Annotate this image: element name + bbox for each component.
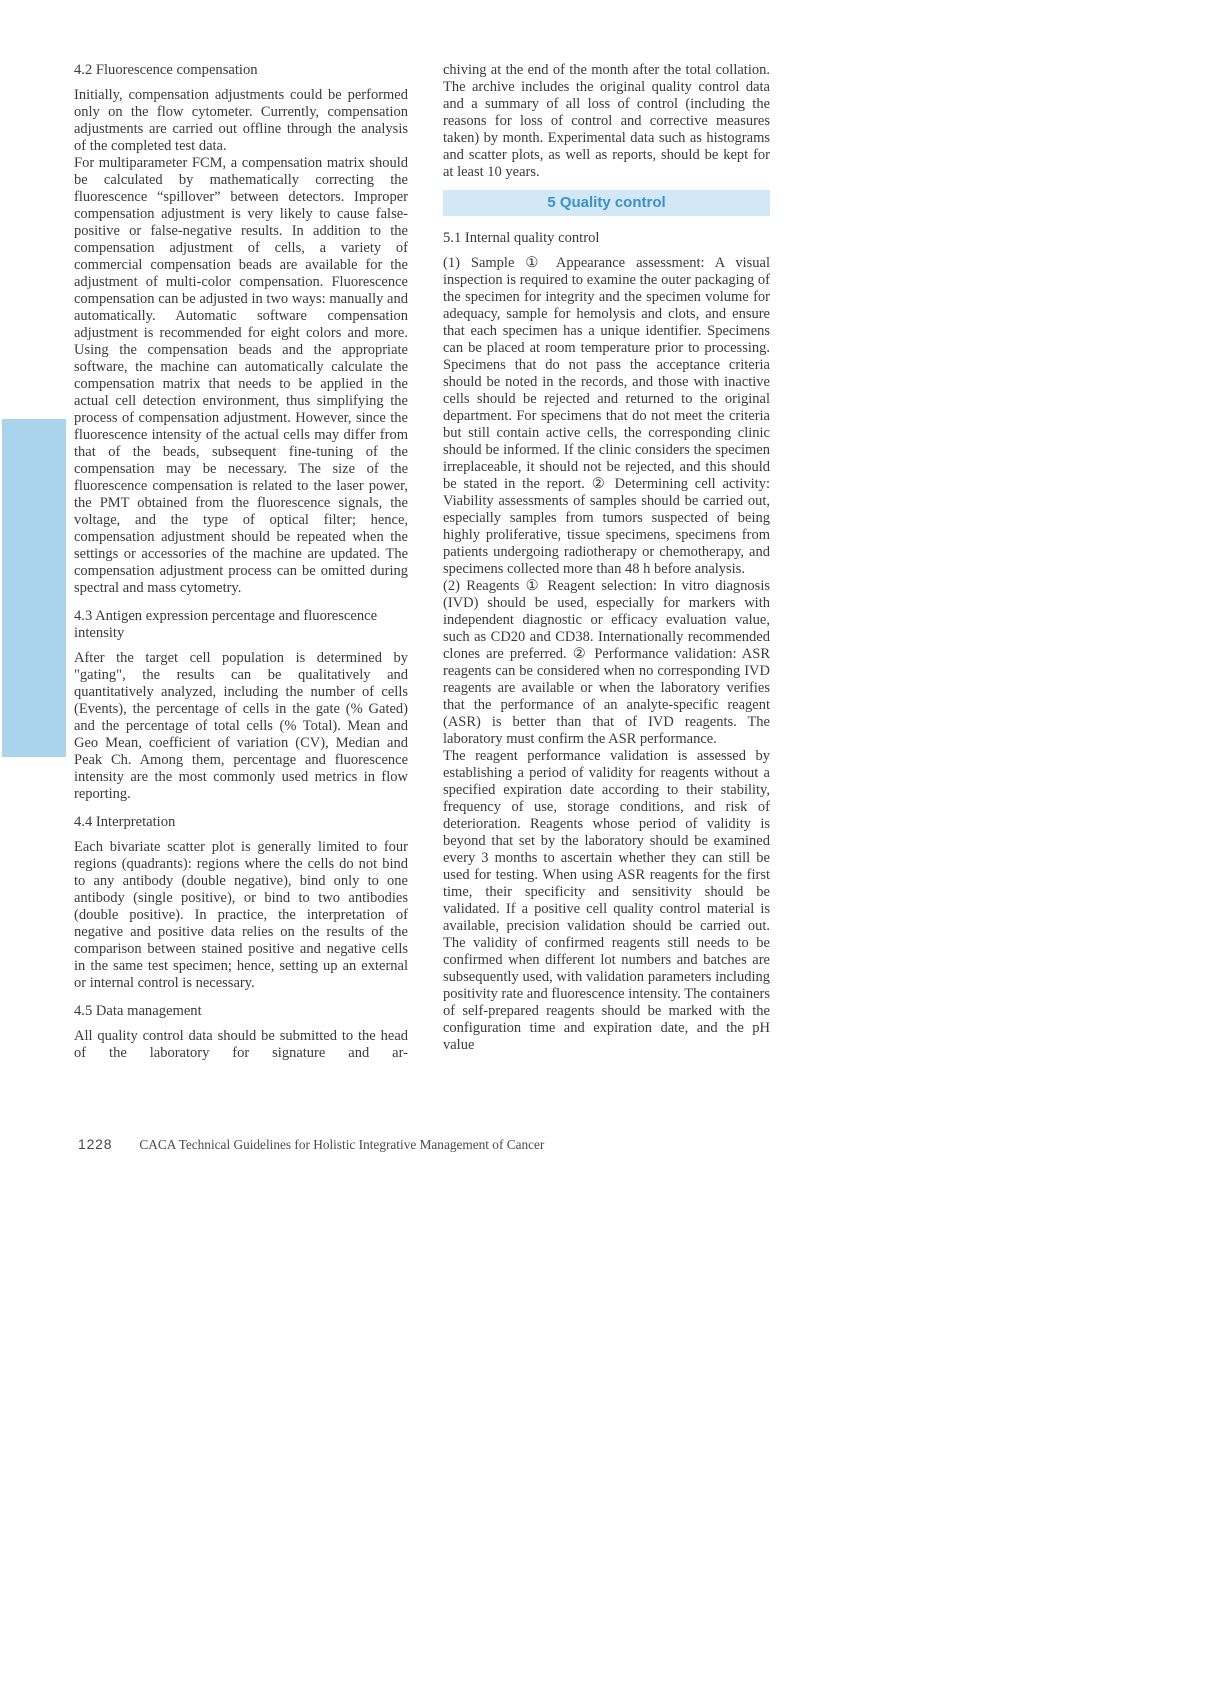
paragraph-5-1-validation: The reagent performance validation is assessed by establishing a period of validity for reagents without a specified expiration date according to their stability, frequency of use, storage conditions, and risk of deterioration. Reagents whose period of validity is beyond that set by the laboratory should be examined every 3 months to ascertain whether they can still be used for testing. When using ASR reagents for the first time, their specificity and sensitivity should be validated. If a positive cell quality control material is available, precision validation should be carried out. The validity of confirmed reagents still needs to be confirmed when different lot numbers and batches are subsequently used, with validation parameters including positivity rate and fluorescence intensity. The containers of self-prepared reagents should be marked with the configuration time and expiration date, and the pH value bbox=[443, 748, 770, 1053]
paragraph-4-5: All quality control data should be submitted to the head of the laboratory for signature and ar- bbox=[74, 1028, 408, 1061]
footer-book-title: CACA Technical Guidelines for Holistic Integrative Management of Cancer bbox=[139, 1137, 545, 1152]
paragraph-4-2-a: Initially, compensation adjustments could be performed only on the flow cytometer. Currently, compensation adjustments are carried out offline through the analysis of the completed test data. bbox=[74, 87, 408, 154]
paragraph-5-1-sample: (1) Sample ① Appearance assessment: A visual inspection is required to examine the outer packaging of the specimen for integrity and the specimen volume for adequacy, sample for hemolysis and clots, and ensure that each specimen has a unique identifier. Specimens can be placed at room temperature prior to processing. Specimens that do not pass the acceptance criteria should be noted in the records, and those with inactive cells should be rejected and returned to the original department. For specimens that do not meet the criteria but still contain active cells, the corresponding clinic should be informed. If the clinic considers the specimen irreplaceable, it should not be rejected, and this should be stated in the report. ② Determining cell activity: Viability assessments of samples should be carried out, especially samples from tumors suspected of being highly proliferative, tissue specimens, specimens from patients undergoing radiotherapy or chemotherapy, and specimens collected more than 48 h before analysis. bbox=[443, 255, 770, 577]
right-column bbox=[443, 62, 770, 1054]
heading-4-5: 4.5 Data management bbox=[74, 1003, 202, 1019]
paragraph-4-4: Each bivariate scatter plot is generally limited to four regions (quadrants): regions where the cells do not bind to any antibody (double negative), bind only to one antibody (single positive), or bind to two antibodies (double positive). In practice, the interpretation of negative and positive data relies on the results of the comparison between stained positive and negative cells in the same test specimen; hence, setting up an external or internal control is necessary. bbox=[74, 839, 408, 991]
page-number: 1228 bbox=[78, 1136, 113, 1152]
paragraph-4-5-continued: chiving at the end of the month after the total collation. The archive includes the original quality control data and a summary of all loss of control (including the reasons for loss of control and corrective measures taken) by month. Experimental data such as histograms and scatter plots, as well as reports, should be kept for at least 10 years. bbox=[443, 62, 770, 180]
paragraph-4-3: After the target cell population is determined by "gating", the results can be qualitatively and quantitatively analyzed, including the number of cells (Events), the percentage of cells in the gate (% Gated) and the percentage of total cells (% Total). Mean and Geo Mean, coefficient of variation (CV), Median and Peak Ch. Among them, percentage and fluorescence intensity are the most commonly used metrics in flow reporting. bbox=[74, 650, 408, 802]
heading-4-4: 4.4 Interpretation bbox=[74, 814, 176, 830]
heading-4-3: 4.3 Antigen expression percentage and fluorescence intensity bbox=[74, 608, 378, 641]
left-column bbox=[74, 62, 408, 1062]
chapter-side-tab bbox=[2, 419, 66, 1168]
paragraph-5-1-reagents: (2) Reagents ① Reagent selection: In vitro diagnosis (IVD) should be used, especially for markers with independent diagnostic or efficacy evaluation value, such as CD20 and CD38. Internationally recommended clones are preferred. ② Performance validation: ASR reagents can be considered when no corresponding IVD reagents are available or when the laboratory verifies that the performance of an analyte-specific reagent (ASR) is better than that of IVD reagents. The laboratory must confirm the ASR performance. bbox=[443, 578, 770, 747]
heading-4-2: 4.2 Fluorescence compensation bbox=[74, 62, 258, 78]
paragraph-4-2-b: For multiparameter FCM, a compensation matrix should be calculated by mathematically correcting the fluorescence “spillover” between detectors. Improper compensation adjustment is very likely to cause false-positive or false-negative results. In addition to the compensation adjustment of cells, a variety of commercial compensation beads are available for the adjustment of multi-color compensation. Fluorescence compensation can be adjusted in two ways: manually and automatically. Automatic software compensation adjustment is recommended for eight colors and more. Using the compensation beads and the appropriate software, the machine can automatically calculate the compensation matrix that needs to be applied in the actual cell detection environment, thus simplifying the process of compensation adjustment. However, since the fluorescence intensity of the actual cells may differ from that of the beads, subsequent fine-tuning of the compensation may be necessary. The size of the fluorescence compensation is related to the laser power, the PMT obtained from the fluorescence signals, the voltage, and the type of optical filter; hence, compensation adjustment should be repeated when the settings or accessories of the machine are updated. The compensation adjustment process can be omitted during spectral and mass cytometry. bbox=[74, 155, 408, 596]
heading-5-1: 5.1 Internal quality control bbox=[443, 230, 600, 246]
chapter-side-tab-label: Hematological Neoplasm Pathology bbox=[25, 894, 45, 1168]
page-footer bbox=[78, 1136, 544, 1153]
section-5-header: 5 Quality control bbox=[443, 190, 770, 216]
